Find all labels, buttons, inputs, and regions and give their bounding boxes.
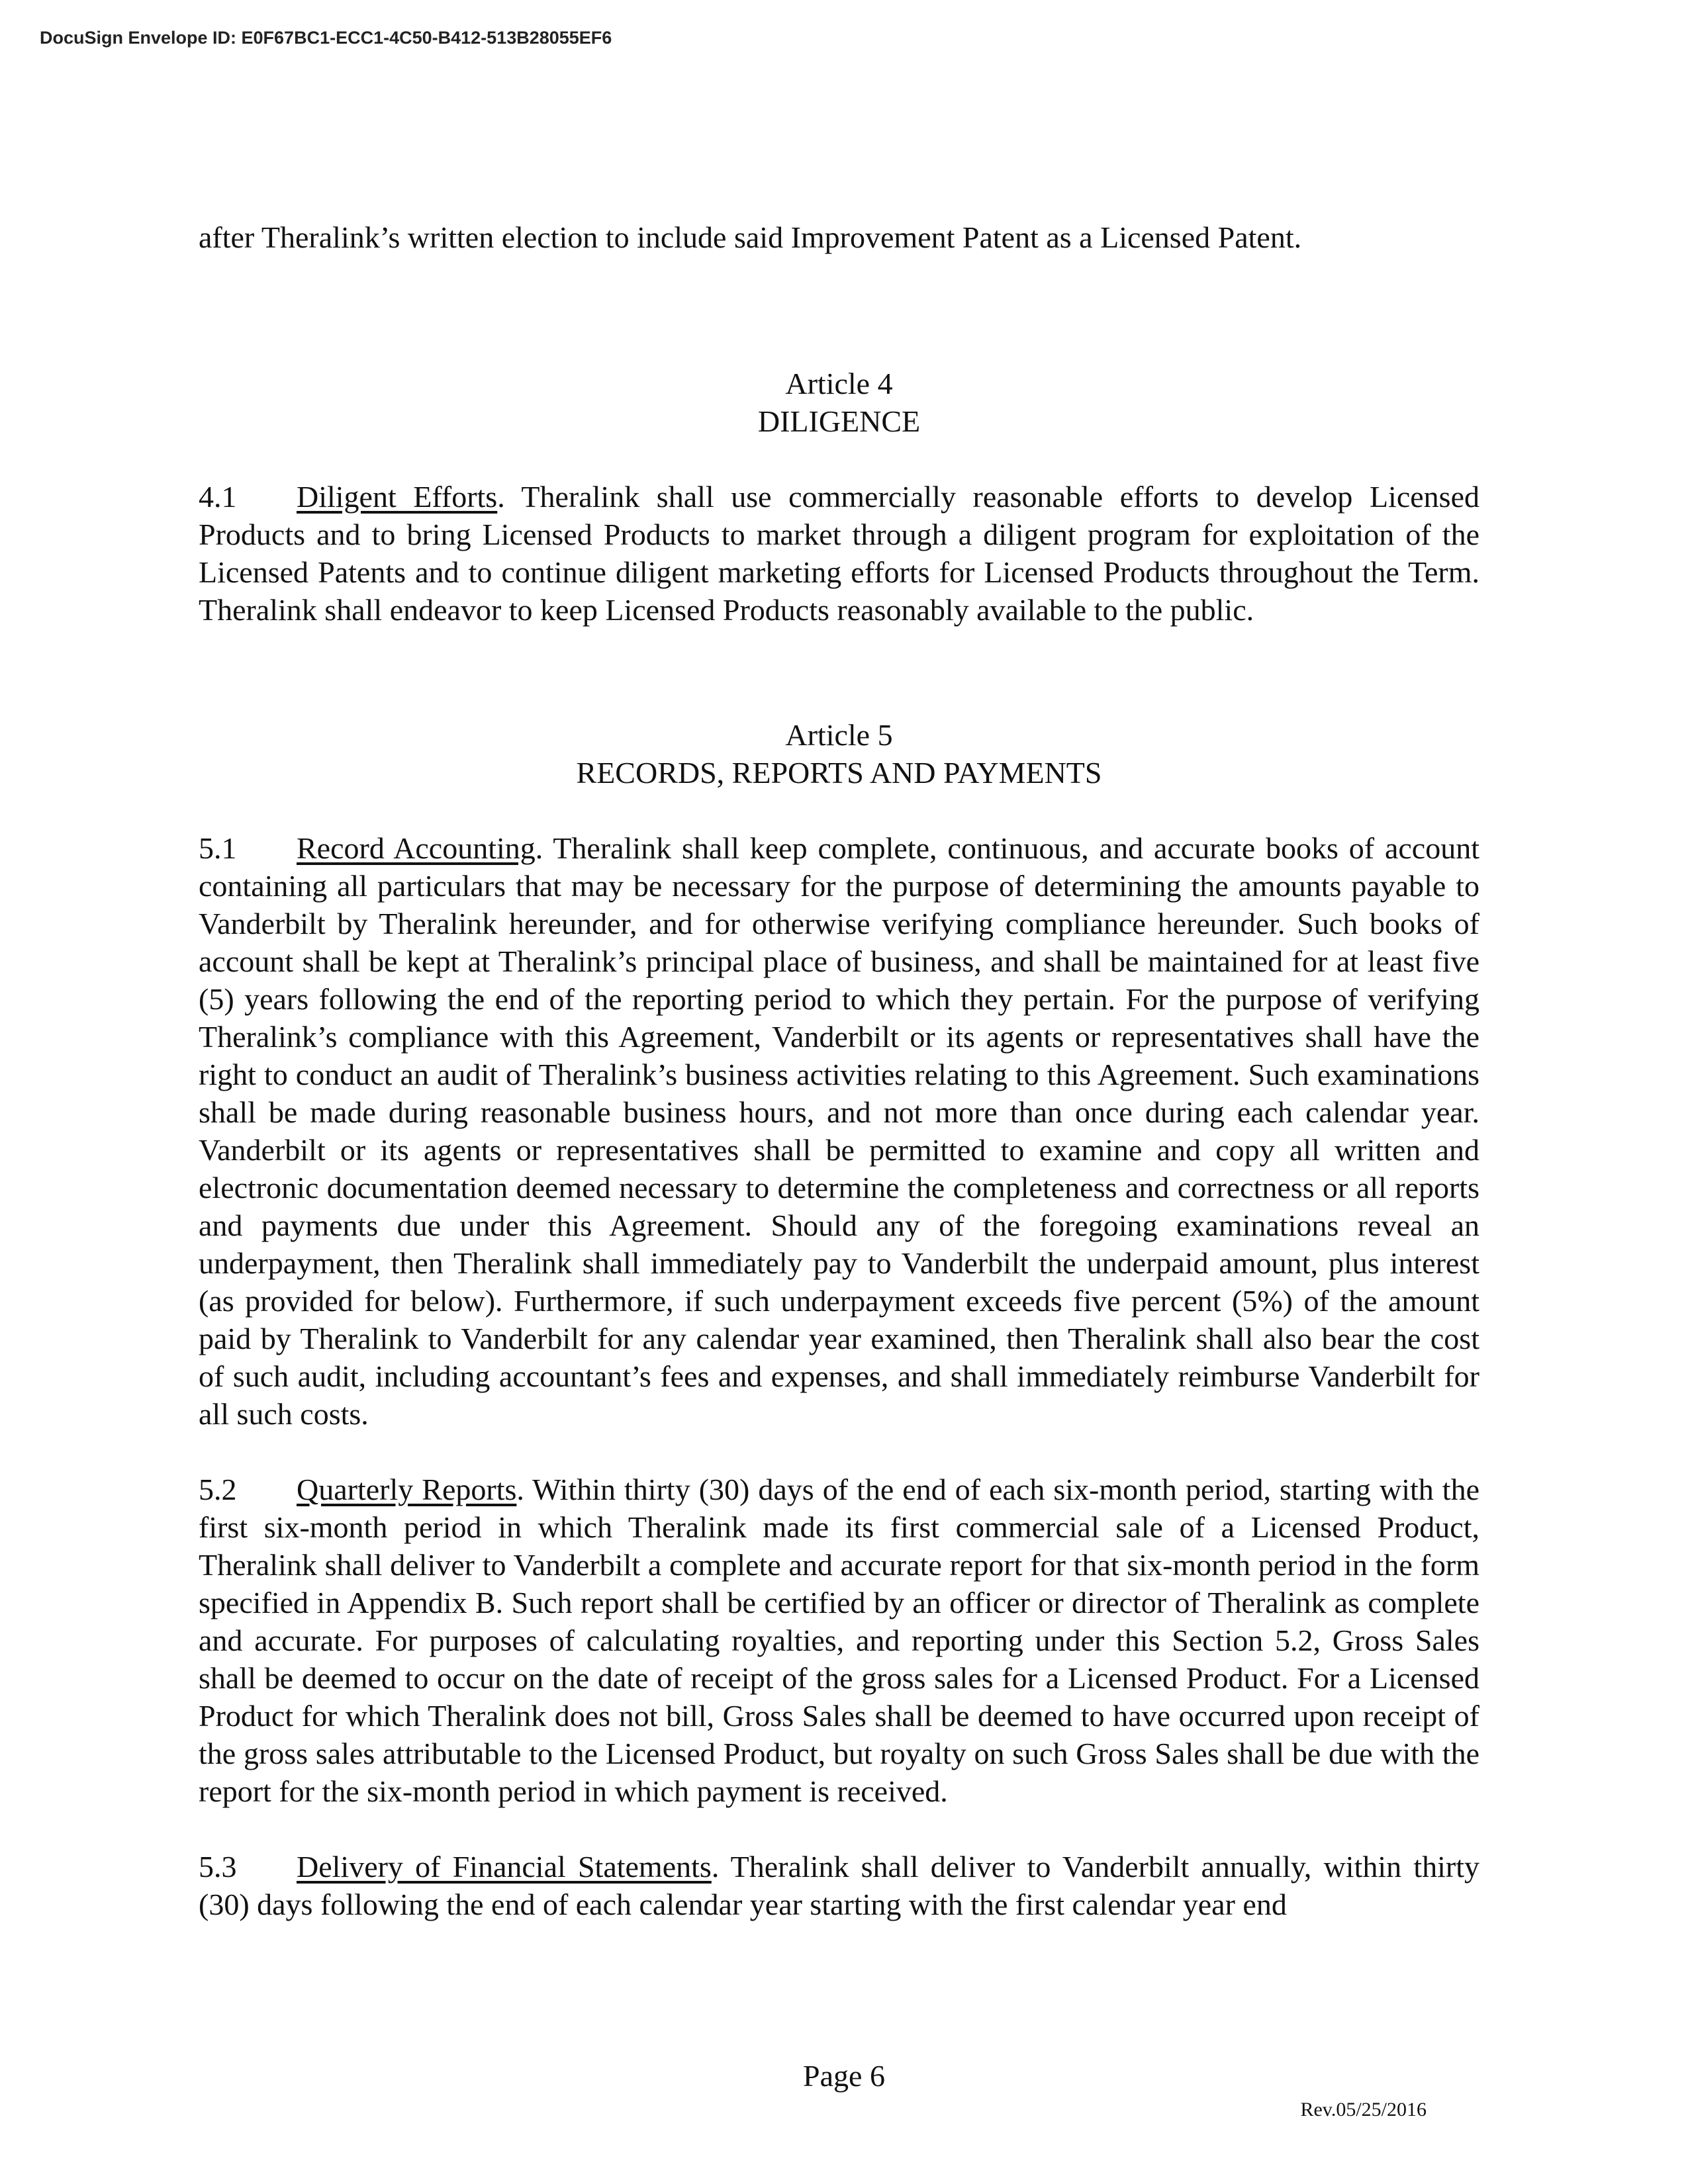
article-5-number: Article 5	[785, 718, 893, 752]
section-body: . Theralink shall deliver to Vanderbilt annually, within thirty (30) days following the end of each calendar year starting with the first calendar year end	[199, 1850, 1479, 1921]
section-number: 5.3	[199, 1850, 237, 1884]
section-5-2	[199, 1471, 1479, 1810]
section-title: Quarterly Reports	[297, 1473, 517, 1506]
article-5-title: RECORDS, REPORTS AND PAYMENTS	[576, 756, 1102, 790]
page-number: Page 6	[803, 2059, 885, 2093]
section-body: . Theralink shall keep complete, continuous, and accurate books of account containing all particulars that may be necessary for the purpose of determining the amounts payable to Vanderbilt by Theralink hereunder, and for otherwise verifying compliance hereunder. Such books of account shall be kept at Theralink’s principal place of business, and shall be maintained for at least five (5) years following the end of the reporting period to which they pertain. For the purpose of verifying Theralink’s compliance with this Agreement, Vanderbilt or its agents or representatives shall have the right to conduct an audit of Theralink’s business activities relating to this Agreement. Such examinations shall be made during reasonable business hours, and not more than once during each calendar year. Vanderbilt or its agents or representatives shall be permitted to examine and copy all written and electronic documentation deemed necessary to determine the completeness and correctness or all reports and payments due under this Agreement. Should any of the foregoing examinations reveal an underpayment, then Theralink shall immediately pay to Vanderbilt the underpaid amount, plus interest (as provided for below). Furthermore, if such underpayment exceeds five percent (5%) of the amount paid by Theralink to Vanderbilt for any calendar year examined, then Theralink shall also bear the cost of such audit, including accountant’s fees and expenses, and shall immediately reimburse Vanderbilt for all such costs.	[199, 831, 1479, 1431]
section-number: 4.1	[199, 480, 237, 514]
section-title: Diligent Efforts	[297, 480, 498, 514]
article-4-title: DILIGENCE	[757, 404, 921, 438]
section-number: 5.1	[199, 831, 237, 865]
section-body: . Theralink shall use commercially reasonable efforts to develop Licensed Products and to bring Licensed Products to market through a diligent program for exploitation of the Licensed Patents and to continue diligent marketing efforts for Licensed Products throughout the Term. Theralink shall endeavor to keep Licensed Products reasonably available to the public.	[199, 480, 1479, 627]
article-4-number: Article 4	[785, 367, 893, 400]
section-5-3	[199, 1848, 1479, 1923]
document-body	[199, 218, 1479, 1923]
docusign-envelope-id: DocuSign Envelope ID: E0F67BC1-ECC1-4C50-B412-513B28055EF6	[40, 28, 612, 48]
intro-paragraph: after Theralink’s written election to include said Improvement Patent as a Licensed Patent.	[199, 220, 1302, 254]
section-number: 5.2	[199, 1473, 237, 1506]
revision-date: Rev.05/25/2016	[1300, 2099, 1427, 2120]
section-4-1	[199, 478, 1479, 629]
section-5-1	[199, 829, 1479, 1433]
section-body: . Within thirty (30) days of the end of each six-month period, starting with the first six-month period in which Theralink made its first commercial sale of a Licensed Product, Theralink shall deliver to Vanderbilt a complete and accurate report for that six-month period in the form specified in Appendix B. Such report shall be certified by an officer or director of Theralink as complete and accurate. For purposes of calculating royalties, and reporting under this Section 5.2, Gross Sales shall be deemed to occur on the date of receipt of the gross sales for a Licensed Product. For a Licensed Product for which Theralink does not bill, Gross Sales shall be deemed to have occurred upon receipt of the gross sales attributable to the Licensed Product, but royalty on such Gross Sales shall be due with the report for the six-month period in which payment is received.	[199, 1473, 1480, 1808]
section-title: Delivery of Financial Statements	[297, 1850, 712, 1884]
section-title: Record Accounting	[297, 831, 536, 865]
